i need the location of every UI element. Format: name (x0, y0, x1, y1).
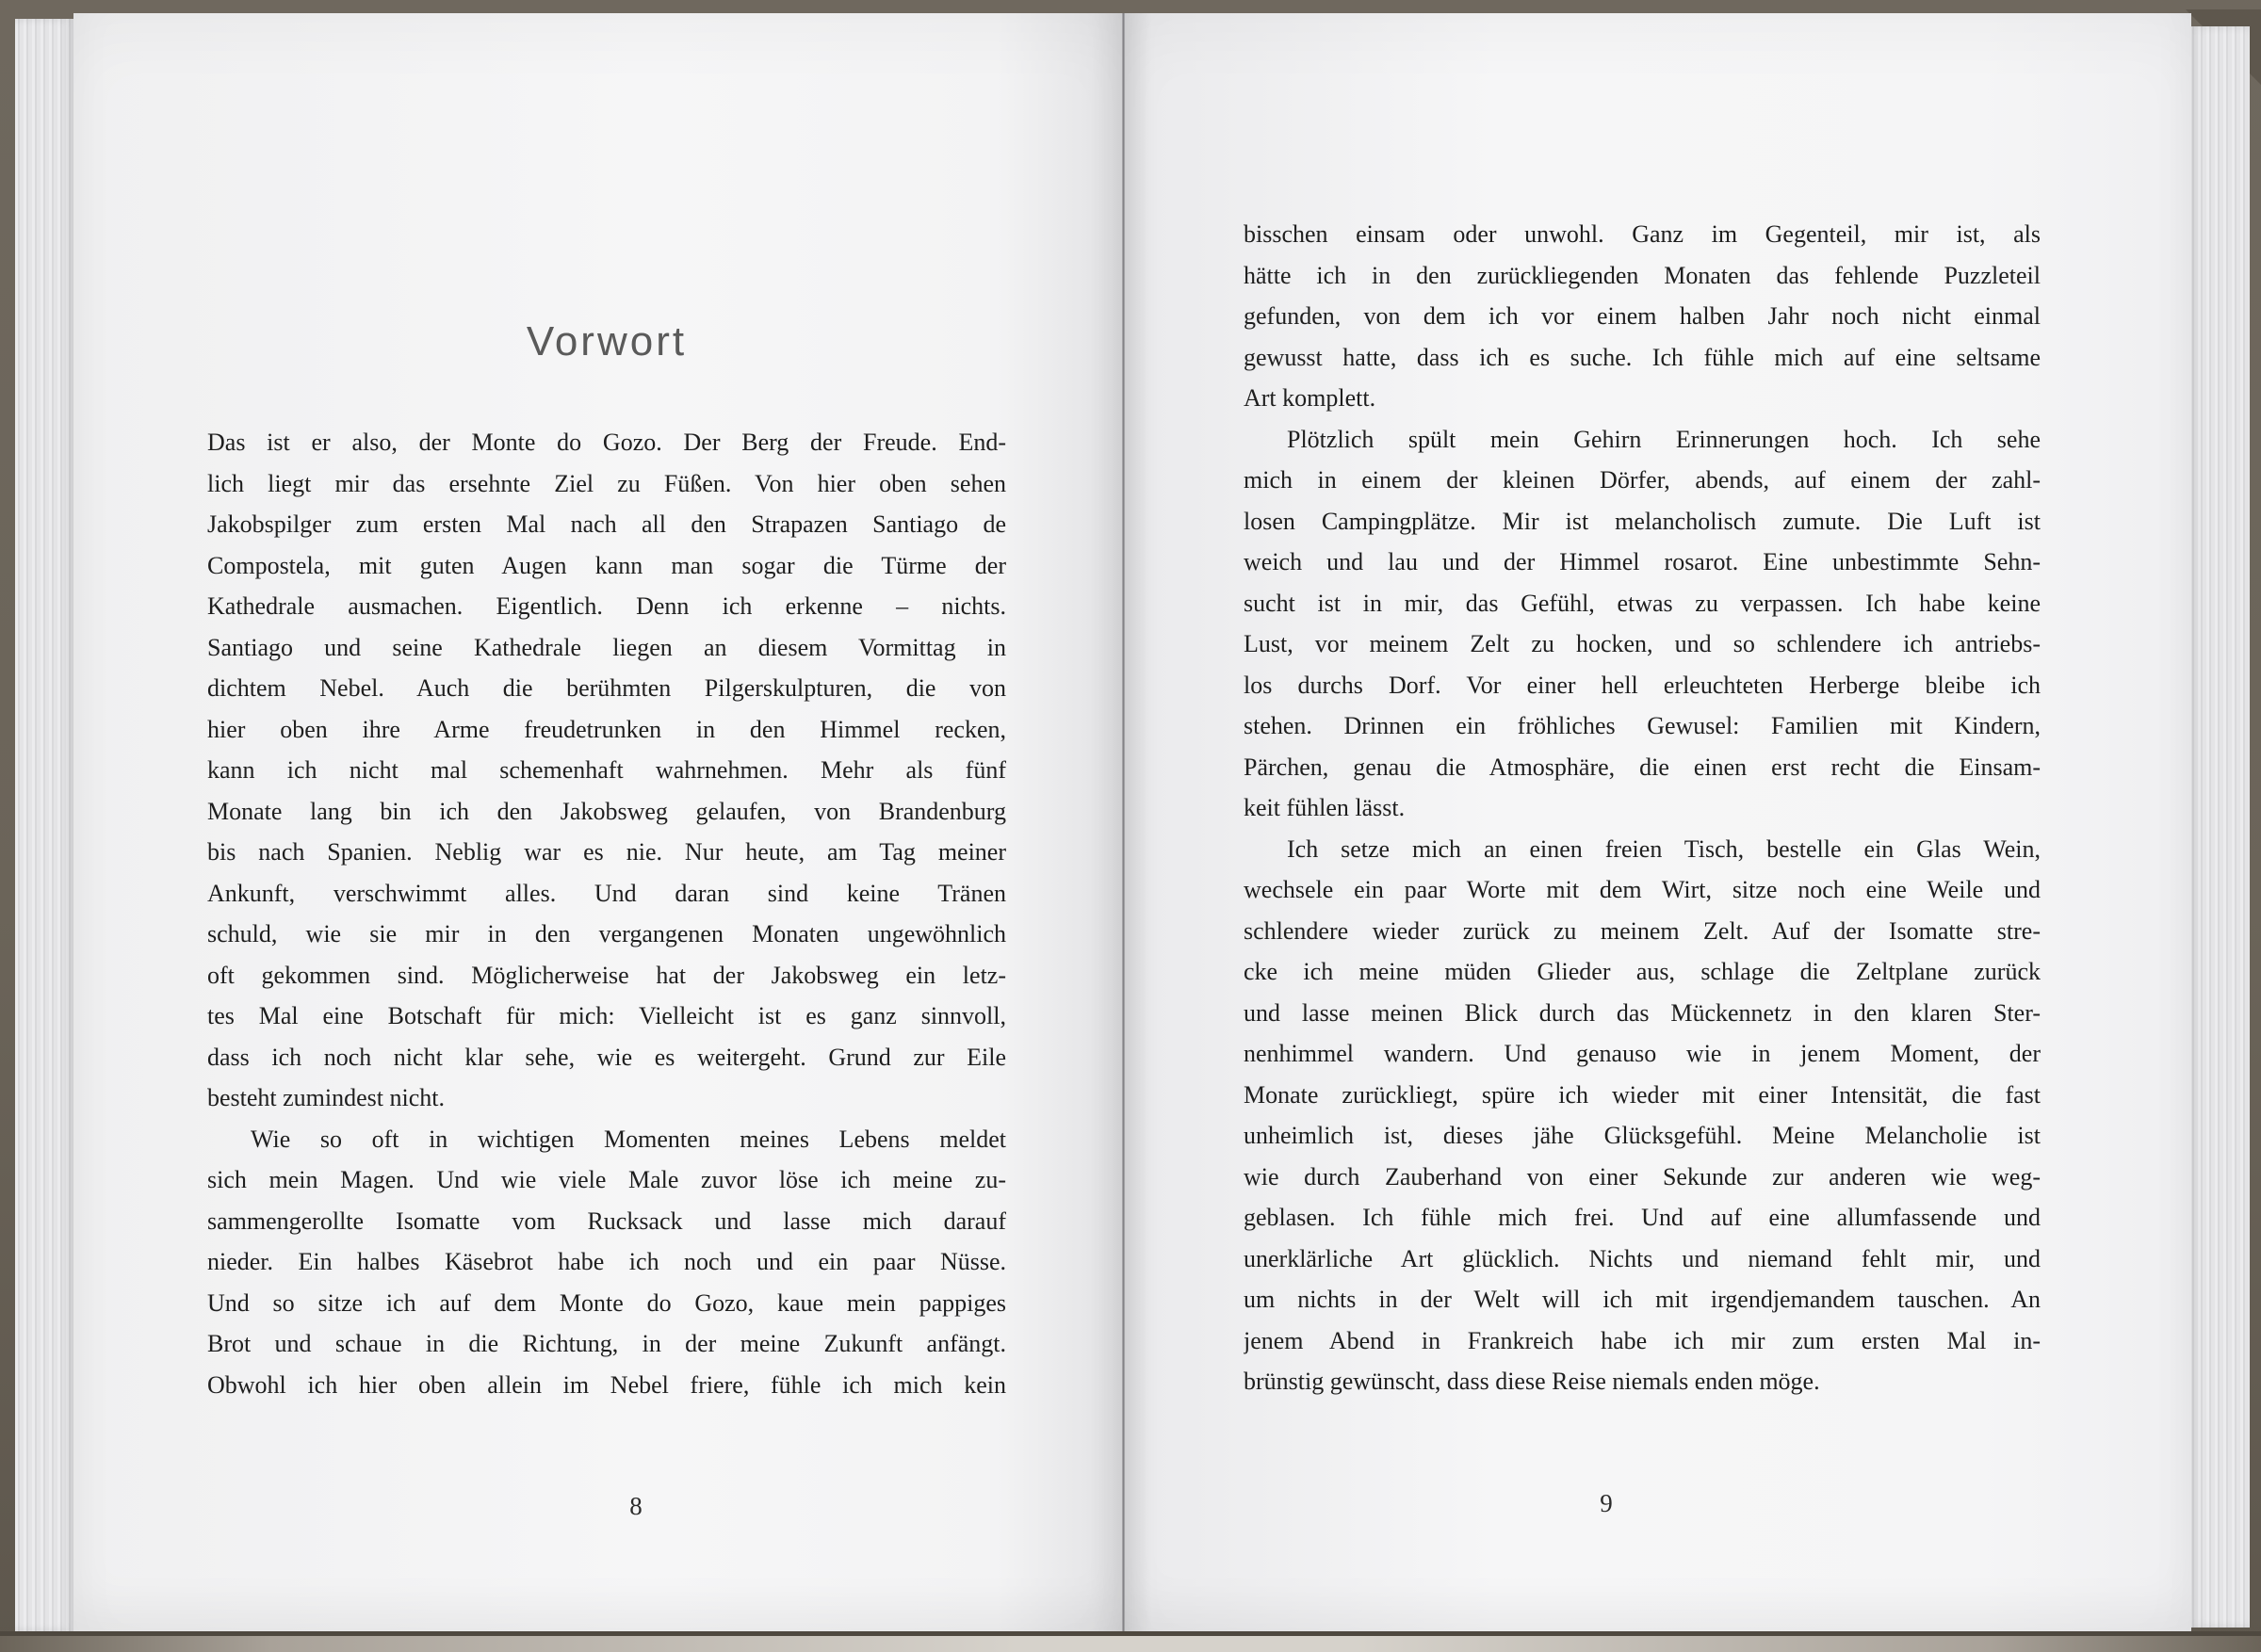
text-line: Ich setze mich an einen freien Tisch, bestelle ein Glas Wein, (1287, 834, 2041, 863)
text-line: cke ich meine müden Glieder aus, schlage die Zeltplane zurück (1244, 958, 2041, 985)
text-line: mich in einem der kleinen Dörfer, abends, auf einem der zahl- (1244, 466, 2041, 494)
chapter-heading: Vorwort (526, 318, 688, 364)
text-line: Jakobspilger zum ersten Mal nach all den Strapazen Santiago de (207, 510, 1006, 538)
text-line: hätte ich in den zurückliegenden Monaten das fehlende Puzzleteil (1244, 261, 2041, 289)
body-text-right-page (1244, 214, 2041, 1402)
text-line: Brot und schaue in die Richtung, in der meine Zukunft anfängt. (207, 1330, 1006, 1357)
text-line: jenem Abend in Frankreich habe ich mir zum ersten Mal in- (1244, 1326, 2041, 1354)
text-line: sich mein Magen. Und wie viele Male zuvor löse ich meine zu- (207, 1166, 1006, 1193)
text-line: schlendere wieder zurück zu meinem Zelt. Auf der Isomatte stre- (1244, 916, 2041, 945)
text-line: Plötzlich spült mein Gehirn Erinnerungen hoch. Ich sehe (1287, 425, 2041, 453)
text-line: Obwohl ich hier oben allein im Nebel friere, fühle ich mich kein (207, 1370, 1006, 1399)
text-line: nieder. Ein halbes Käsebrot habe ich noch und ein paar Nüsse. (207, 1248, 1006, 1275)
text-line: bisschen einsam oder unwohl. Ganz im Gegenteil, mir ist, als (1244, 220, 2041, 248)
text-line: Compostela, mit guten Augen kann man sogar die Türme der (207, 551, 1006, 579)
text-line: nenhimmel wandern. Und genauso wie in jenem Moment, der (1244, 1040, 2041, 1067)
text-line: Das ist er also, der Monte do Gozo. Der Berg der Freude. End- (207, 429, 1006, 456)
page-fore-edge-left (15, 19, 73, 1631)
text-line: Kathedrale ausmachen. Eigentlich. Denn ich erkenne – nichts. (207, 592, 1006, 620)
text-line: unerklärliche Art glücklich. Nichts und niemand fehlt mir, und (1244, 1244, 2041, 1272)
text-line: geblasen. Ich fühle mich frei. Und auf eine allumfassende und (1244, 1204, 2041, 1231)
text-line: wie durch Zauberhand von einer Sekunde zur anderen wie weg- (1244, 1162, 2041, 1190)
text-line: weich und lau und der Himmel rosarot. Eine unbestimmte Sehn- (1244, 548, 2041, 575)
page-number-left: 8 (629, 1492, 643, 1520)
text-line: dass ich noch nicht klar sehe, wie es weitergeht. Grund zur Eile (207, 1043, 1006, 1071)
text-line: keit fühlen lässt. (1244, 794, 1406, 821)
book-gutter (1122, 13, 1125, 1631)
text-line: brünstig gewünscht, dass diese Reise niemals enden möge. (1244, 1368, 1820, 1395)
text-line: unheimlich ist, dieses jähe Glücksgefühl. Meine Melancholie ist (1244, 1122, 2041, 1149)
text-line: schuld, wie sie mir in den vergangenen Monaten ungewöhnlich (207, 920, 1006, 947)
text-line: oft gekommen sind. Möglicherweise hat der Jakobsweg ein letz- (207, 961, 1006, 989)
text-line: lich liegt mir das ersehnte Ziel zu Füßen. Von hier oben sehen (207, 469, 1006, 497)
text-line: gefunden, von dem ich vor einem halben Jahr noch nicht einmal (1244, 302, 2041, 330)
book-bottom-page-stack (0, 1636, 2261, 1652)
text-line: Und so sitze ich auf dem Monte do Gozo, kaue mein pappiges (207, 1288, 1006, 1317)
page-number-right: 9 (1600, 1489, 1613, 1517)
page-fore-edge-right (2189, 26, 2250, 1628)
text-line: Monate lang bin ich den Jakobsweg gelaufen, von Brandenburg (207, 797, 1006, 825)
text-line: tes Mal eine Botschaft für mich: Vielleicht ist es ganz sinnvoll, (207, 1002, 1006, 1029)
text-line: Santiago und seine Kathedrale liegen an diesem Vormittag in (207, 633, 1006, 661)
text-line: sucht ist in mir, das Gefühl, etwas zu verpassen. Ich habe keine (1244, 589, 2041, 617)
text-line: Pärchen, genau die Atmosphäre, die einen erst recht die Einsam- (1244, 753, 2041, 781)
text-line: um nichts in der Welt will ich mit irgendjemandem tauschen. An (1244, 1286, 2041, 1313)
text-line: bis nach Spanien. Neblig war es nie. Nur heute, am Tag meiner (207, 838, 1006, 866)
body-text-left-page (207, 422, 1006, 1405)
text-line: wechsele ein paar Worte mit dem Wirt, sitze noch eine Weile und (1244, 876, 2041, 903)
text-line: stehen. Drinnen ein fröhliches Gewusel: Familien mit Kindern, (1244, 712, 2041, 739)
text-line: dichtem Nebel. Auch die berühmten Pilgerskulpturen, die von (207, 674, 1006, 702)
text-line: Art komplett. (1244, 384, 1376, 412)
text-line: Lust, vor meinem Zelt zu hocken, und so schlendere ich antriebs- (1244, 630, 2041, 657)
text-line: Monate zurückliegt, spüre ich wieder mit einer Intensität, die fast (1244, 1080, 2041, 1109)
text-line: und lasse meinen Blick durch das Mückennetz in den klaren Ster- (1244, 998, 2041, 1027)
text-line: Wie so oft in wichtigen Momenten meines Lebens meldet (251, 1125, 1006, 1153)
text-line: sammengerollte Isomatte vom Rucksack und lasse mich darauf (207, 1207, 1006, 1235)
text-line: kann ich nicht mal schemenhaft wahrnehmen. Mehr als fünf (207, 756, 1006, 784)
text-line: losen Campingplätze. Mir ist melancholisch zumute. Die Luft ist (1244, 507, 2041, 535)
text-line: hier oben ihre Arme freudetrunken in den Himmel recken, (207, 715, 1006, 743)
text-line: besteht zumindest nicht. (207, 1084, 446, 1111)
text-line: los durchs Dorf. Vor einer hell erleuchteten Herberge bleibe ich (1244, 671, 2041, 699)
text-line: Ankunft, verschwimmt alles. Und daran sind keine Tränen (207, 879, 1006, 907)
text-line: gewusst hatte, dass ich es suche. Ich fühle mich auf eine seltsame (1244, 343, 2041, 371)
